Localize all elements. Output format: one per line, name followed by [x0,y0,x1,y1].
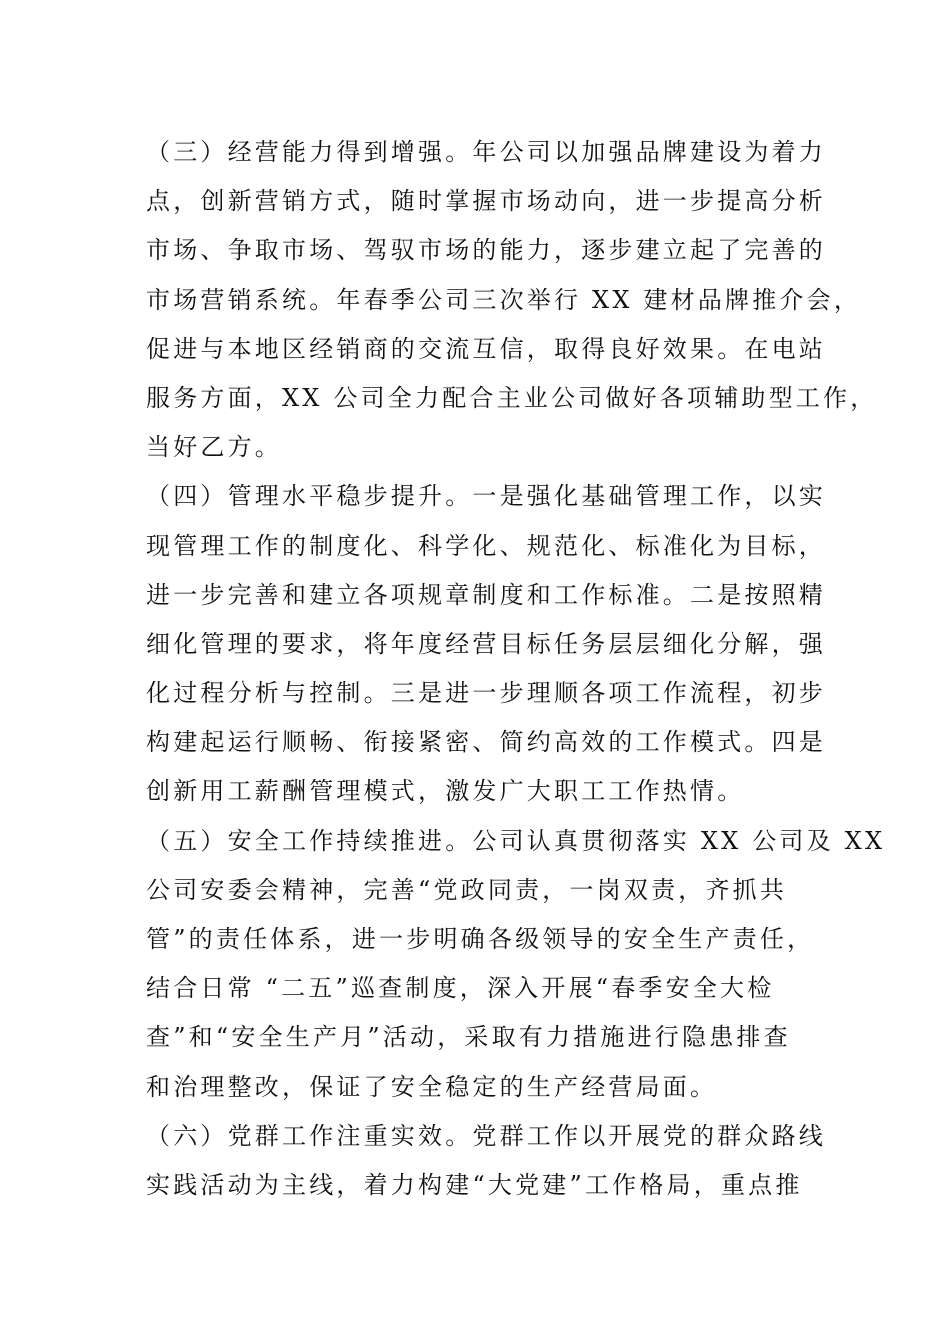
text-line: 现管理工作的制度化、科学化、规范化、标准化为目标， [146,531,826,560]
text-line: 服务方面，XX 公司全力配合主业公司做好各项辅助型工作， [146,383,878,412]
text-line: 查”和“安全生产月”活动，采取有力措施进行隐患排查 [146,1023,791,1052]
text-line: 公司安委会精神，完善“党政同责，一岗双责，齐抓共 [146,875,788,904]
text-line: （四）管理水平稳步提升。一是强化基础管理工作，以实 [146,482,826,511]
text-line: 进一步完善和建立各项规章制度和工作标准。二是按照精 [146,580,826,609]
text-line: 市场营销系统。年春季公司三次举行 XX 建材品牌推介会， [146,285,862,314]
text-line: 实践活动为主线，着力构建“大党建”工作格局，重点推 [146,1170,803,1199]
text-line: 点，创新营销方式，随时掌握市场动向，进一步提高分析 [146,187,826,216]
text-line: （五）安全工作持续推进。公司认真贯彻落实 XX 公司及 XX [146,826,886,855]
text-line: 管”的责任体系，进一步明确各级领导的安全生产责任， [146,925,815,953]
text-line: 当好乙方。 [146,433,282,462]
text-line: （六）党群工作注重实效。党群工作以开展党的群众路线 [146,1121,826,1150]
text-line: （三）经营能力得到增强。年公司以加强品牌建设为着力 [146,138,826,166]
text-line: 结合日常 “二五”巡查制度，深入开展“春季安全大检 [146,974,775,1003]
text-line: 细化管理的要求，将年度经营目标任务层层细化分解，强 [146,629,826,658]
document-body [146,128,886,1210]
text-line: 构建起运行顺畅、衔接紧密、简约高效的工作模式。四是 [146,728,826,757]
text-line: 和治理整改，保证了安全稳定的生产经营局面。 [146,1072,718,1101]
text-line: 促进与本地区经销商的交流互信，取得良好效果。在电站 [146,334,826,363]
text-line: 化过程分析与控制。三是进一步理顺各项工作流程，初步 [146,679,826,708]
text-line: 市场、争取市场、驾驭市场的能力，逐步建立起了完善的 [146,236,826,265]
text-line: 创新用工薪酬管理模式，激发广大职工工作热情。 [146,777,745,806]
